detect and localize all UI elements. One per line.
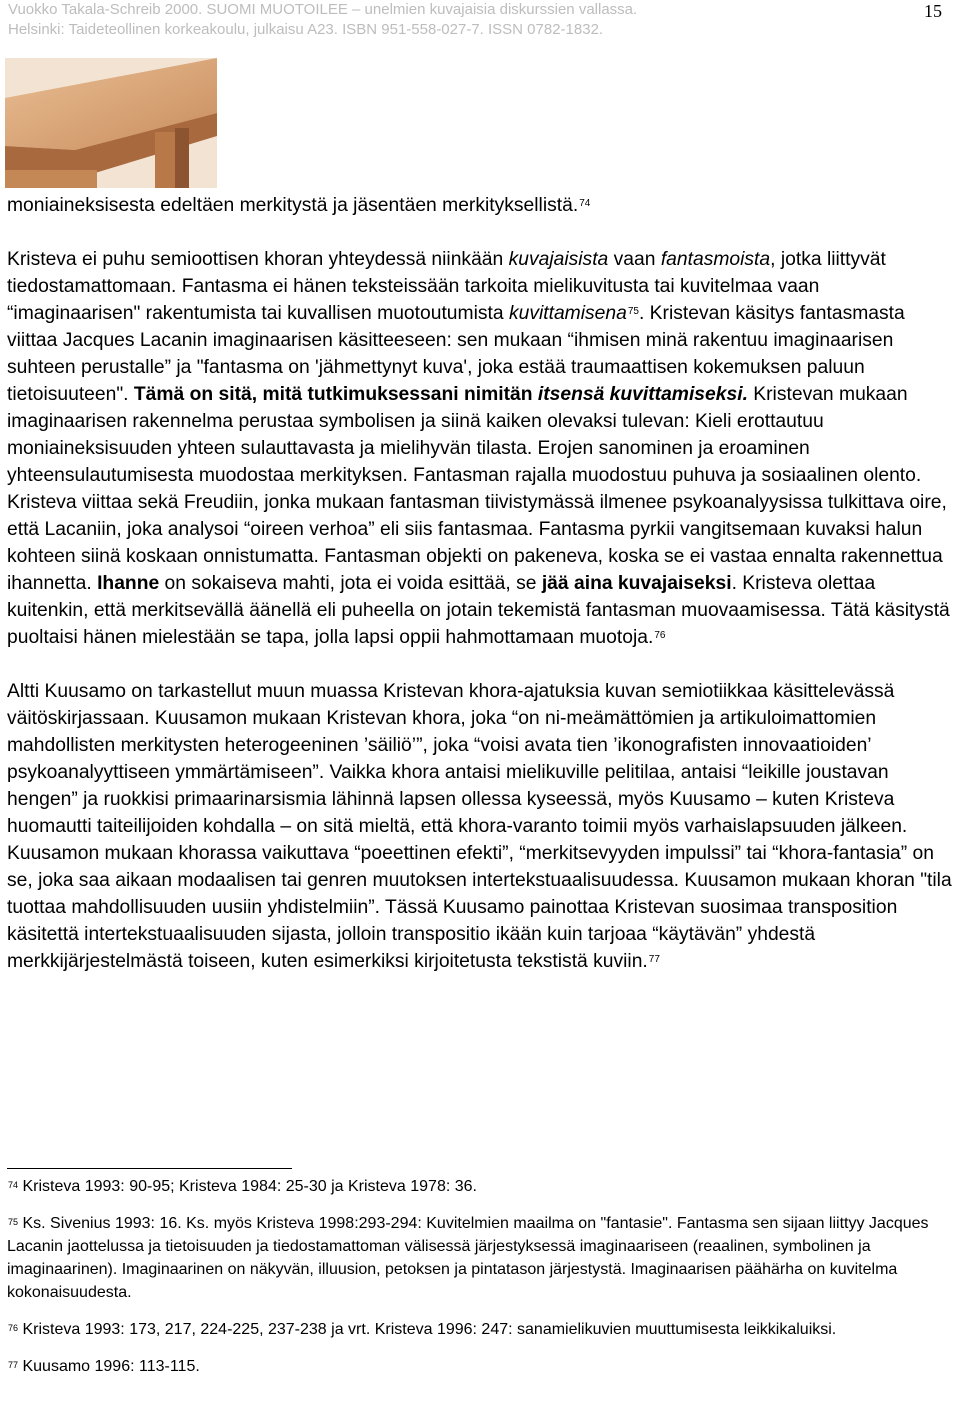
footnote-number: 75	[8, 1217, 19, 1227]
paragraph-3-text: Altti Kuusamo on tarkastellut muun muassa Kristevan khora-ajatuksia kuvan semiotiikkaa käsittelevässä väitöskirjassaan. Kuusamon mukaan Kristevan khora, joka “on ni-meämättömien ja artikuloimattomien mahdollisten merkitysten heterogeeninen ’säiliö’”, joka “voisi avata tien ’ikonografisten innovaatioiden’ psykoanalyyttiseen ymmärtämiseen”. Vaikka khora antaisi mielikuville pelitilaa, antaisi “leikille joustavan hengen” ja ruokkisi primaarinarsismia lähinnä lapsen ollessa kyseessä, myös Kuusamo – kuten Kristeva huomautti taiteilijoiden kohdalla – on sitä mieltä, että khora-varanto toimii myös varhaislapsuuden jälkeen. Kuusamon mukaan khorassa vaikuttava “poeettinen efekti”, “merkitsevyyden impulssi” tai “khora-fantasia” on se, joka saa aikaan modaalisen tai genren muutoksen intertekstuaalisuudessa. Kuusamon mukaan khoran "tila tuottaa mahdollisuuden uusiin yhdistelmiin”. Tässä Kuusamo painottaa Kristevan suosimaa transposition käsitettä intertekstuaalisuuden sijasta, jolloin transpositio ikään kuin tarjoaa “käytävän” yhdestä merkkijärjestelmästä toiseen, kuten esimerkiksi kirjoitetusta tekstistä kuviin.	[7, 681, 952, 972]
page-header	[8, 0, 838, 40]
footnote-divider	[7, 1168, 292, 1169]
bold-term: jää aina kuvajaiseksi	[541, 573, 732, 594]
italic-term: fantasmoista	[660, 249, 771, 270]
footnote-ref-76[interactable]: 76	[654, 630, 666, 641]
text-run: . Kristeva olettaa kuitenkin, että merkitsevällä äänellä eli puheella on jotain tekemistä fantasman muovaamisessa. Tätä käsitystä puoltaisi hänen mielestään se tapa, jolla lapsi oppii hahmottamaan muotoja.	[7, 573, 950, 648]
bold-italic-term: itsensä kuvittamiseksi.	[537, 384, 748, 405]
footnote-text: Ks. Sivenius 1993: 16. Ks. myös Kristeva 1998:293-294: Kuvitelmien maailma on "fantasie". Fantasma sen sijaan liittyy Jacques Lacanin jaottelussa ja tietoisuuden ja tiedostamattoman välisessä järjestyksessä imaginaariseen (reaalinen, symbolinen ja imaginaarinen). Imaginaarinen on näkyvän, illuusion, petoksen ja pintatason järjestystä. Imaginaarisen päähärha on kuvitelma kokonaisuudesta.	[7, 1215, 929, 1301]
footnote-ref-77[interactable]: 77	[648, 954, 660, 965]
chair-photo	[5, 58, 217, 188]
text-run: on sokaiseva mahti, jota ei voida esittää, se	[159, 573, 542, 594]
footnote-text: Kuusamo 1996: 113-115.	[22, 1358, 200, 1375]
footnote-ref-74[interactable]: 74	[579, 198, 591, 209]
footnote-number: 76	[8, 1323, 19, 1333]
page-number: 15	[924, 1, 942, 21]
footnote-74	[7, 1175, 955, 1198]
text-run: . Kristevan käsitys fantasmasta viittaa Jacques Lacanin imaginaarisen käsitteeseen: sen mukaan “ihmisen minä rakentuu imaginaarisen suhteen perustalle” ja "fantasma on 'jähmettynyt kuva', joka estää traumaattisen kokemuksen paluun tietoisuuteen".	[7, 303, 905, 405]
bold-term: Ihanne	[97, 573, 160, 594]
text-run: Kristeva ei puhu semioottisen khoran yhteydessä niinkään	[7, 249, 509, 270]
footnote-77	[7, 1355, 955, 1378]
chair-illustration	[5, 58, 217, 188]
italic-term: kuvittamisena	[508, 303, 627, 324]
text-run: , jotka liittyvät tiedostamattomaan. Fantasma ei hänen teksteissään tarkoita mielikuvitusta tai kuvitelmaa vaan “imaginaarisen" rakentumista tai kuvallisen muotoutumista	[7, 249, 886, 324]
bold-statement: Tämä on sitä, mitä tutkimuksessani nimitän	[133, 384, 538, 405]
paragraph-2	[7, 246, 955, 651]
italic-term: kuvajaisista	[508, 249, 609, 270]
footnote-75	[7, 1212, 955, 1304]
body-text	[7, 192, 955, 975]
header-citation-line-2: Helsinki: Taideteollinen korkeakoulu, julkaisu A23. ISBN 951-558-027-7. ISSN 0782-1832.	[8, 21, 604, 38]
paragraph-1-text: moniaineksisesta edeltäen merkitystä ja jäsentäen merkityksellistä.	[7, 195, 579, 216]
paragraph-1	[7, 192, 955, 219]
footnote-text: Kristeva 1993: 173, 217, 224-225, 237-238 ja vrt. Kristeva 1996: 247: sanamielikuvien muuttumisesta leikkikaluiksi.	[22, 1321, 837, 1338]
footnote-number: 77	[8, 1360, 19, 1370]
footnote-ref-75[interactable]: 75	[627, 306, 639, 317]
footnotes-section	[7, 1168, 955, 1392]
footnote-76	[7, 1318, 955, 1341]
footnote-number: 74	[8, 1180, 19, 1190]
paragraph-3	[7, 678, 955, 975]
text-run: vaan	[608, 249, 661, 270]
text-run: Kristevan mukaan imaginaarisen rakennelma perustaa symbolisen ja siinä kaiken olevaksi tulevan: Kieli erottautuu moniaineksisuuden yhteen sulauttavasta ja mielihyvän tilasta. Erojen sanominen ja eroaminen yhteensulautumisesta muodostaa merkityksen. Fantasman rajalla muodostuu puhuva ja sosiaalinen olento. Kristeva viittaa sekä Freudiin, jonka mukaan fantasman tiivistymässä ilmenee psykoanalyysissa tulkittava oire, että Lacaniin, joka analysoi “oireen verhoa” eli siis fantasmaa. Fantasma pyrkii vangitsemaan kuvaksi halun kohteen siinä koskaan onnistumatta. Fantasman objekti on pakeneva, koska se ei vastaa ennalta rakennettua ihannetta.	[7, 384, 947, 594]
footnote-text: Kristeva 1993: 90-95; Kristeva 1984: 25-30 ja Kristeva 1978: 36.	[22, 1178, 477, 1195]
header-citation-line-1: Vuokko Takala-Schreib 2000. SUOMI MUOTOILEE – unelmien kuvajaisia diskurssien vallassa.	[8, 1, 638, 18]
